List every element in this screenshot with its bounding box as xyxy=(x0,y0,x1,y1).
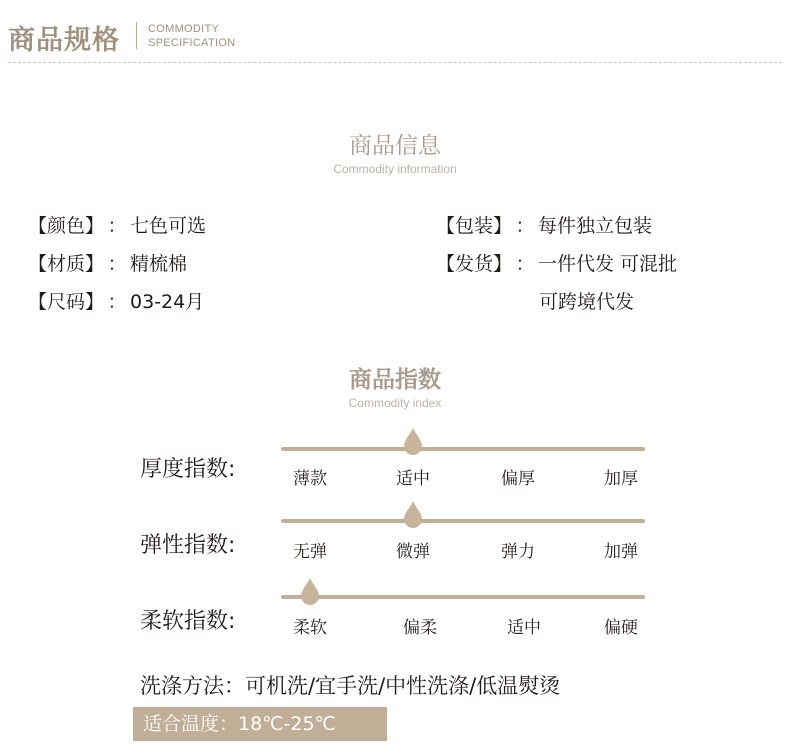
info-label-color: 【颜色】 xyxy=(28,215,105,237)
info-label-shipping: 【发货】 xyxy=(436,253,513,275)
info-row-size xyxy=(28,290,204,314)
info-label-material: 【材质】 xyxy=(28,253,105,275)
thickness-scale-track xyxy=(281,447,645,451)
info-value-packaging: 每件独立包装 xyxy=(538,215,653,237)
softness-option-2: 偏柔 xyxy=(403,618,437,638)
header-subtitle-line2: SPECIFICATION xyxy=(148,37,236,49)
header-dashed-divider xyxy=(8,62,782,63)
info-title-cn: 商品信息 xyxy=(349,133,441,159)
header-subtitle-en xyxy=(148,22,235,50)
info-label-packaging: 【包装】 xyxy=(436,215,513,237)
softness-index-label: 柔软指数: xyxy=(140,609,236,634)
info-row-shipping xyxy=(436,252,677,276)
elasticity-scale-track xyxy=(281,519,645,523)
header-divider xyxy=(136,22,137,49)
info-colon: ： xyxy=(515,215,535,237)
header-subtitle-line1: COMMODITY xyxy=(148,23,220,35)
softness-option-3: 适中 xyxy=(507,618,541,638)
info-row-material xyxy=(28,252,187,276)
thickness-option-3: 偏厚 xyxy=(501,469,535,489)
softness-option-1: 柔软 xyxy=(293,618,327,638)
info-label-size: 【尺码】 xyxy=(28,291,105,313)
elasticity-option-4: 加弹 xyxy=(604,542,638,562)
thickness-index-label: 厚度指数: xyxy=(140,457,236,482)
info-colon: ： xyxy=(107,291,127,313)
thickness-option-4: 加厚 xyxy=(604,469,638,489)
info-colon: ： xyxy=(107,215,127,237)
info-colon: ： xyxy=(515,253,535,275)
thickness-option-2: 适中 xyxy=(396,469,430,489)
index-section-title xyxy=(0,366,790,411)
temperature-banner: 适合温度：18℃-25℃ xyxy=(133,707,387,741)
info-value-size: 03-24月 xyxy=(130,291,205,313)
softness-marker-icon xyxy=(300,578,320,606)
info-value-color: 七色可选 xyxy=(130,215,207,237)
thickness-option-1: 薄款 xyxy=(293,469,327,489)
page-header-title: 商品规格 xyxy=(8,25,120,56)
info-title-en: Commodity information xyxy=(333,162,457,176)
info-row-packaging xyxy=(436,214,652,238)
thickness-marker-icon xyxy=(403,428,423,456)
info-colon: ： xyxy=(107,253,127,275)
elasticity-option-1: 无弹 xyxy=(293,542,327,562)
info-row-color xyxy=(28,214,206,238)
elasticity-option-2: 微弹 xyxy=(396,542,430,562)
index-title-en: Commodity index xyxy=(348,396,442,410)
info-value-material: 精梳棉 xyxy=(130,253,188,275)
elasticity-marker-icon xyxy=(403,501,423,529)
info-value-shipping-line2: 可跨境代发 xyxy=(539,291,635,313)
washing-instructions: 洗涤方法：可机洗/宜手洗/中性洗涤/低温熨烫 xyxy=(140,674,561,698)
info-section-title xyxy=(0,132,790,177)
elasticity-option-3: 弹力 xyxy=(501,542,535,562)
index-title-cn: 商品指数 xyxy=(349,367,441,393)
softness-scale-track xyxy=(281,595,645,599)
softness-option-4: 偏硬 xyxy=(604,618,638,638)
info-value-shipping: 一件代发 可混批 xyxy=(538,253,678,275)
elasticity-index-label: 弹性指数: xyxy=(140,533,236,558)
